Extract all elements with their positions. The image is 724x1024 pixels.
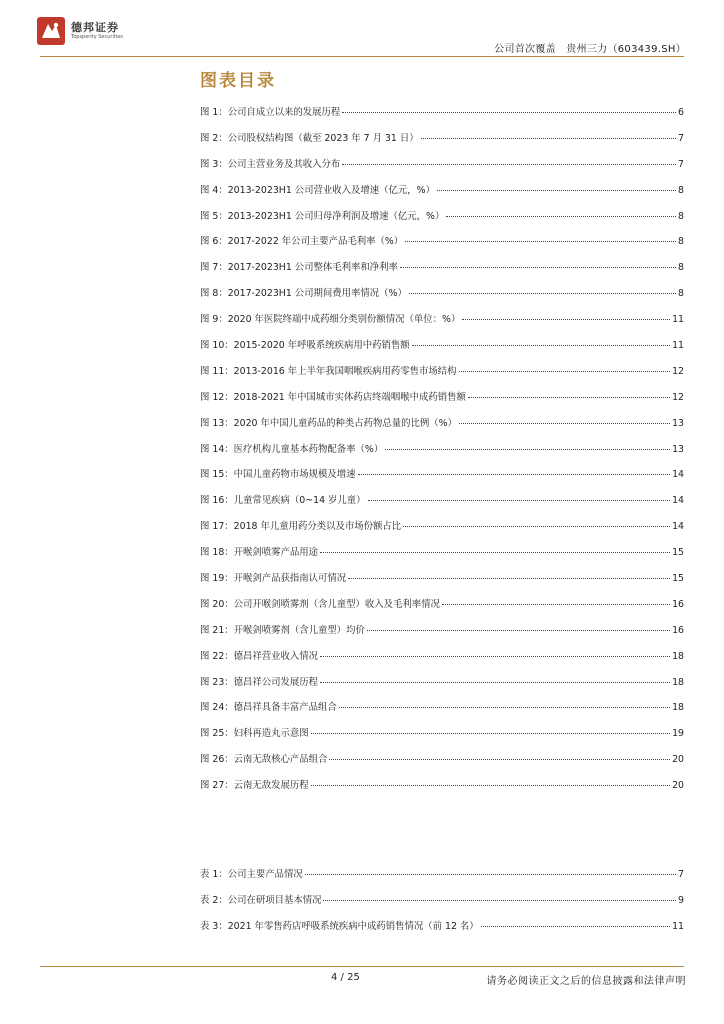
toc-entry-page: 16: [672, 598, 684, 610]
dot-leader: [305, 874, 676, 875]
dot-leader: [468, 397, 670, 398]
toc-entry-page: 8: [678, 288, 684, 300]
figure-toc-entry[interactable]: [200, 285, 684, 311]
dot-leader: [320, 552, 670, 553]
toc-entry-page: 15: [672, 547, 684, 559]
toc-entry-label: 图 20：公司开喉剑喷雾剂（含儿童型）收入及毛利率情况: [200, 598, 440, 610]
header-divider: [40, 56, 684, 57]
dot-leader: [348, 578, 670, 579]
figure-toc-entry[interactable]: [200, 777, 684, 803]
toc-entry-label: 图 11：2013-2016 年上半年我国咽喉疾病用药零售市场结构: [200, 365, 457, 377]
toc-title: 图表目录: [200, 71, 276, 91]
toc-entry-page: 12: [672, 391, 684, 403]
figure-toc-entry[interactable]: [200, 441, 684, 467]
dot-leader: [409, 293, 676, 294]
toc-entry-label: 图 21：开喉剑喷雾剂（含儿童型）均价: [200, 624, 365, 636]
toc-entry-label: 图 5：2013-2023H1 公司归母净利润及增速（亿元，%）: [200, 210, 445, 222]
toc-entry-page: 7: [678, 869, 684, 880]
toc-entry-page: 7: [678, 158, 684, 170]
toc-entry-label: 图 22：德昌祥营业收入情况: [200, 650, 319, 662]
toc-entry-page: 7: [678, 132, 684, 144]
toc-entry-label: 图 26：云南无敌核心产品组合: [200, 754, 328, 766]
dot-leader: [339, 707, 670, 708]
toc-entry-label: 图 12：2018-2021 年中国城市实体药店终端咽喉中成药销售额: [200, 391, 466, 403]
toc-entry-label: 图 27：云南无敌发展历程: [200, 780, 309, 792]
toc-entry-page: 13: [672, 417, 684, 429]
dot-leader: [412, 345, 670, 346]
figure-toc-entry[interactable]: [200, 674, 684, 700]
toc-entry-label: 图 24：德昌祥具备丰富产品组合: [200, 702, 337, 714]
toc-entry-label: 图 16：儿童常见疾病（0~14 岁儿童）: [200, 495, 366, 507]
dot-leader: [320, 682, 670, 683]
toc-entry-label: 图 17：2018 年儿童用药分类以及市场份额占比: [200, 521, 402, 533]
dot-leader: [367, 630, 670, 631]
figure-toc-entry[interactable]: [200, 518, 684, 544]
toc-entry-label: 图 9：2020 年医院终端中成药细分类别份额情况（单位：%）: [200, 314, 461, 326]
dot-leader: [462, 319, 670, 320]
dot-leader: [437, 190, 676, 191]
dot-leader: [385, 449, 670, 450]
toc-entry-page: 8: [678, 184, 684, 196]
dot-leader: [403, 526, 670, 527]
figure-toc-entry[interactable]: [200, 389, 684, 415]
toc-entry-page: 11: [672, 920, 684, 932]
table-toc-entry[interactable]: [200, 892, 684, 918]
toc-entry-label: 图 3：公司主营业务及其收入分布: [200, 158, 341, 170]
figure-toc-entry[interactable]: [200, 570, 684, 596]
toc-entry-label: 图 23：德昌祥公司发展历程: [200, 676, 319, 688]
dot-leader: [459, 371, 671, 372]
figure-toc-entry[interactable]: [200, 363, 684, 389]
toc-entry-page: 15: [672, 573, 684, 585]
figure-toc-entry[interactable]: [200, 751, 684, 777]
brand-name-cn: 德邦证券: [71, 21, 119, 34]
toc-entry-page: 18: [672, 702, 684, 714]
toc-entry-page: 18: [672, 676, 684, 688]
dot-leader: [368, 500, 671, 501]
figure-list: [200, 104, 684, 803]
dot-leader: [329, 759, 670, 760]
toc-entry-label: 图 19：开喉剑产品获指南认可情况: [200, 573, 347, 585]
table-toc-entry[interactable]: [200, 866, 684, 892]
toc-entry-page: 8: [678, 210, 684, 222]
figure-toc-entry[interactable]: [200, 492, 684, 518]
figure-toc-entry[interactable]: [200, 259, 684, 285]
toc-entry-label: 图 15：中国儿童药物市场规模及增速: [200, 469, 356, 481]
dot-leader: [459, 423, 670, 424]
dot-leader: [481, 926, 670, 927]
toc-entry-label: 图 2：公司股权结构图（截至 2023 年 7 月 31 日）: [200, 132, 419, 144]
report-header: 公司首次覆盖 贵州三力（603439.SH）: [494, 44, 686, 55]
figure-toc-entry[interactable]: [200, 233, 684, 259]
toc-entry-page: 16: [672, 624, 684, 636]
toc-entry-label: 图 18：开喉剑喷雾产品用途: [200, 547, 319, 559]
toc-entry-label: 图 13：2020 年中国儿童药品的种类占药物总量的比例（%）: [200, 417, 457, 429]
figure-toc-entry[interactable]: [200, 725, 684, 751]
figure-toc-entry[interactable]: [200, 596, 684, 622]
toc-entry-page: 14: [672, 469, 684, 481]
toc-entry-label: 图 6：2017-2022 年公司主要产品毛利率（%）: [200, 236, 404, 248]
toc-entry-label: 图 8：2017-2023H1 公司期间费用率情况（%）: [200, 288, 407, 300]
dot-leader: [342, 112, 676, 113]
logo-emblem-icon: [36, 16, 66, 46]
toc-entry-page: 18: [672, 650, 684, 662]
dot-leader: [311, 785, 670, 786]
company-logo: [36, 16, 123, 46]
toc-entry-page: 20: [672, 780, 684, 792]
figure-toc-entry[interactable]: [200, 415, 684, 441]
footer-divider: [40, 966, 684, 967]
figure-toc-entry[interactable]: [200, 466, 684, 492]
toc-entry-page: 11: [672, 340, 684, 352]
dot-leader: [442, 604, 670, 605]
toc-entry-label: 表 2：公司在研项目基本情况: [200, 894, 322, 906]
toc-entry-label: 表 1：公司主要产品情况: [200, 869, 303, 880]
toc-entry-page: 9: [678, 894, 684, 906]
toc-entry-label: 表 3：2021 年零售药店呼吸系统疾病中成药销售情况（前 12 名）: [200, 920, 479, 932]
dot-leader: [405, 241, 676, 242]
toc-entry-label: 图 7：2017-2023H1 公司整体毛利率和净利率: [200, 262, 398, 274]
page-number: 4 / 25: [331, 972, 360, 983]
toc-entry-page: 14: [672, 521, 684, 533]
toc-entry-label: 图 4：2013-2023H1 公司营业收入及增速（亿元，%）: [200, 184, 435, 196]
figure-toc-entry[interactable]: [200, 130, 684, 156]
figure-toc-entry[interactable]: [200, 311, 684, 337]
brand-name-en: Topsperity Securities: [71, 34, 123, 40]
figure-toc-entry[interactable]: [200, 544, 684, 570]
table-toc-entry[interactable]: [200, 918, 684, 944]
toc-entry-label: 图 25：妇科再造丸示意图: [200, 728, 309, 740]
dot-leader: [358, 474, 671, 475]
toc-entry-label: 图 1：公司自成立以来的发展历程: [200, 107, 341, 118]
figure-toc-entry[interactable]: [200, 622, 684, 648]
toc-entry-page: 13: [672, 443, 684, 455]
dot-leader: [400, 267, 676, 268]
toc-entry-page: 14: [672, 495, 684, 507]
toc-entry-page: 20: [672, 754, 684, 766]
toc-entry-page: 19: [672, 728, 684, 740]
toc-entry-label: 图 14：医疗机构儿童基本药物配备率（%）: [200, 443, 384, 455]
toc-entry-page: 12: [672, 365, 684, 377]
figure-toc-entry[interactable]: [200, 337, 684, 363]
toc-entry-page: 11: [672, 314, 684, 326]
toc-entry-page: 8: [678, 262, 684, 274]
dot-leader: [320, 656, 670, 657]
toc-entry-page: 6: [678, 107, 684, 118]
dot-leader: [311, 733, 670, 734]
figure-toc-entry[interactable]: [200, 699, 684, 725]
toc-entry-label: 图 10：2015-2020 年呼吸系统疾病用中药销售额: [200, 340, 410, 352]
dot-leader: [446, 216, 676, 217]
figure-toc-entry[interactable]: [200, 104, 684, 130]
figure-toc-entry[interactable]: [200, 156, 684, 182]
table-list: [200, 866, 684, 944]
dot-leader: [421, 138, 676, 139]
footer-disclaimer: 请务必阅读正文之后的信息披露和法律声明: [486, 976, 686, 987]
figure-toc-entry[interactable]: [200, 182, 684, 208]
dot-leader: [342, 164, 676, 165]
toc-entry-page: 8: [678, 236, 684, 248]
figure-toc-entry[interactable]: [200, 208, 684, 234]
figure-toc-entry[interactable]: [200, 648, 684, 674]
dot-leader: [323, 900, 676, 901]
